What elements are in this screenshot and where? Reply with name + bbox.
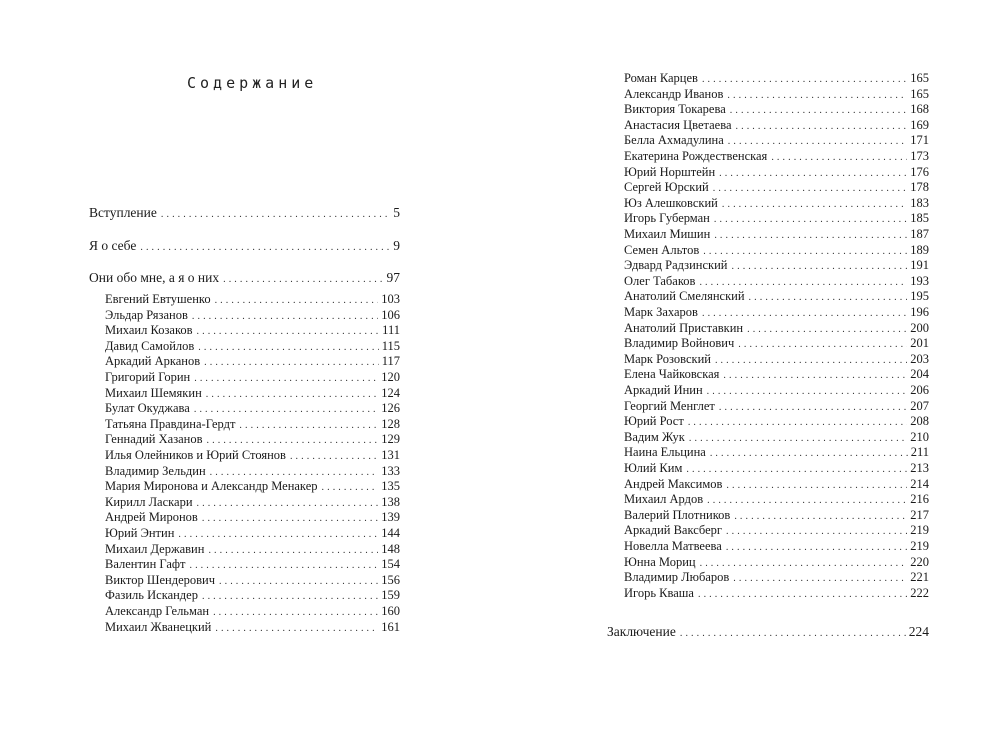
toc-entry-page-number: 189 bbox=[910, 242, 929, 257]
toc-entry bbox=[624, 102, 929, 118]
toc-entry-page-number: 210 bbox=[910, 429, 929, 444]
toc-entry bbox=[624, 87, 929, 103]
toc-entry bbox=[105, 323, 400, 339]
toc-entry-label: Наина Ельцина bbox=[624, 445, 706, 460]
toc-entry bbox=[624, 430, 929, 446]
toc-leader-dots bbox=[727, 88, 907, 103]
toc-entry bbox=[624, 196, 929, 212]
toc-entry bbox=[624, 367, 929, 383]
toc-entry-label: Михаил Мишин bbox=[624, 227, 711, 241]
toc-entry-page-number: 103 bbox=[381, 292, 400, 306]
toc-entry bbox=[624, 383, 929, 399]
toc-entry bbox=[624, 352, 929, 368]
toc-entry-label: Михаил Шемякин bbox=[105, 385, 202, 400]
toc-entry-page-number: 126 bbox=[381, 401, 400, 416]
toc-entry-page-number: 9 bbox=[393, 238, 400, 253]
toc-leader-dots bbox=[290, 449, 378, 464]
toc-entry-page-number: 135 bbox=[381, 479, 400, 494]
toc-leader-dots bbox=[728, 134, 908, 149]
toc-entry-label: Михаил Жванецкий bbox=[105, 619, 212, 634]
toc-entry-label: Аркадий Инин bbox=[624, 383, 703, 397]
toc-entry-label: Виктория Токарева bbox=[624, 102, 726, 117]
right-page bbox=[501, 0, 1001, 730]
toc-leader-dots bbox=[714, 228, 907, 243]
toc-entry bbox=[105, 339, 400, 355]
toc-entry-page-number: 148 bbox=[381, 541, 400, 556]
toc-entry-label: Александр Гельман bbox=[105, 604, 210, 618]
toc-entry-label: Олег Табаков bbox=[624, 273, 696, 288]
left-page bbox=[0, 0, 500, 730]
toc-entry-page-number: 201 bbox=[910, 336, 929, 351]
toc-entry bbox=[624, 71, 929, 87]
toc-entry-page-number: 214 bbox=[910, 476, 929, 491]
toc-entry bbox=[105, 292, 400, 308]
toc-entry bbox=[624, 445, 929, 461]
toc-entry bbox=[105, 479, 400, 495]
toc-entry bbox=[89, 205, 400, 222]
toc-entry-label: Юлий Ким bbox=[624, 461, 683, 475]
toc-leader-dots bbox=[710, 446, 908, 461]
toc-entry-page-number: 213 bbox=[910, 461, 929, 475]
toc-entry-page-number: 168 bbox=[910, 102, 929, 117]
toc-entry-label: Владимир Любаров bbox=[624, 570, 730, 585]
toc-entry-page-number: 220 bbox=[910, 554, 929, 569]
toc-entry-label: Владимир Войнович bbox=[624, 336, 735, 351]
toc-leader-dots bbox=[715, 353, 907, 368]
toc-entry bbox=[105, 464, 400, 480]
toc-entry-label: Роман Карцев bbox=[624, 71, 698, 85]
toc-entry-label: Марк Розовский bbox=[624, 351, 711, 366]
toc-leader-dots bbox=[219, 574, 378, 589]
toc-entry bbox=[105, 542, 400, 558]
toc-entry-page-number: 187 bbox=[910, 227, 929, 241]
toc-entry bbox=[105, 354, 400, 370]
toc-leader-dots bbox=[732, 259, 908, 274]
toc-leader-dots bbox=[736, 119, 908, 134]
toc-leader-dots bbox=[202, 589, 378, 604]
toc-entry-label: Аркадий Арканов bbox=[105, 354, 201, 369]
toc-entry-label: Татьяна Правдина-Гердт bbox=[105, 416, 236, 431]
toc-entry bbox=[624, 211, 929, 227]
toc-entry-page-number: 173 bbox=[910, 149, 929, 163]
toc-leader-dots bbox=[726, 524, 907, 539]
toc-entry-label: Юрий Норштейн bbox=[624, 164, 716, 179]
toc-entry bbox=[105, 557, 400, 573]
toc-leader-dots bbox=[738, 337, 907, 352]
toc-entry-page-number: 133 bbox=[381, 463, 400, 478]
toc-entry bbox=[624, 336, 929, 352]
toc-entry bbox=[624, 539, 929, 555]
toc-leader-dots bbox=[215, 621, 378, 636]
toc-leader-dots bbox=[723, 368, 907, 383]
toc-leader-dots bbox=[749, 290, 908, 305]
toc-leader-dots bbox=[702, 306, 907, 321]
toc-entry bbox=[624, 555, 929, 571]
toc-entry bbox=[624, 165, 929, 181]
toc-leader-dots bbox=[686, 462, 907, 477]
toc-entry-page-number: 165 bbox=[910, 71, 929, 85]
toc-leader-dots bbox=[210, 465, 379, 480]
toc-leader-dots bbox=[208, 543, 378, 558]
toc-leader-dots bbox=[699, 275, 907, 290]
toc-entry-label: Михаил Ардов bbox=[624, 492, 704, 507]
toc-entry bbox=[105, 308, 400, 324]
toc-leader-dots bbox=[223, 272, 383, 287]
toc-entry-page-number: 222 bbox=[910, 585, 929, 600]
toc-entry bbox=[624, 461, 929, 477]
toc-entry-page-number: 191 bbox=[910, 258, 929, 273]
toc-entry-label: Александр Иванов bbox=[624, 86, 724, 101]
toc-entry-page-number: 224 bbox=[908, 624, 929, 639]
toc-leader-dots bbox=[733, 571, 907, 586]
toc-leader-dots bbox=[178, 527, 378, 542]
toc-entry bbox=[624, 414, 929, 430]
toc-entry-page-number: 115 bbox=[381, 338, 400, 353]
toc-entry-label: Кирилл Ласкари bbox=[105, 494, 193, 509]
toc-entry bbox=[105, 588, 400, 604]
toc-entry bbox=[624, 274, 929, 290]
toc-leader-dots bbox=[707, 493, 907, 508]
toc-entry-page-number: 221 bbox=[910, 570, 929, 585]
toc-entry-label: Елена Чайковская bbox=[624, 367, 720, 382]
toc-entry-page-number: 138 bbox=[381, 494, 400, 509]
toc-entry bbox=[624, 180, 929, 196]
toc-leader-dots bbox=[680, 626, 906, 641]
toc-entry bbox=[624, 586, 929, 602]
toc-entry-page-number: 219 bbox=[910, 523, 929, 538]
toc-entry-label: Аркадий Ваксберг bbox=[624, 523, 723, 538]
toc-entry bbox=[105, 526, 400, 542]
toc-entry-label: Фазиль Искандер bbox=[105, 588, 198, 603]
toc-entry-label: Виктор Шендерович bbox=[105, 572, 215, 587]
toc-entry-page-number: 196 bbox=[910, 305, 929, 319]
toc-entry-page-number: 217 bbox=[910, 507, 929, 522]
toc-leader-dots bbox=[197, 496, 379, 511]
toc-leader-dots bbox=[192, 309, 378, 324]
toc-entry bbox=[624, 523, 929, 539]
toc-entry-page-number: 211 bbox=[910, 445, 929, 460]
toc-entry bbox=[105, 573, 400, 589]
toc-entry-label: Валентин Гафт bbox=[105, 557, 186, 572]
toc-entry-label: Белла Ахмадулина bbox=[624, 133, 724, 148]
toc-entry bbox=[105, 448, 400, 464]
toc-entry-page-number: 208 bbox=[910, 414, 929, 429]
toc-entry-page-number: 169 bbox=[910, 117, 929, 132]
toc-entry-label: Анастасия Цветаева bbox=[624, 117, 732, 132]
toc-entry-page-number: 195 bbox=[910, 289, 929, 304]
toc-leader-dots bbox=[707, 384, 908, 399]
toc-leader-dots bbox=[215, 293, 379, 308]
toc-leader-dots bbox=[194, 402, 378, 417]
toc-entry bbox=[89, 270, 400, 287]
toc-entry-page-number: 97 bbox=[386, 270, 400, 285]
toc-entry-label: Юрий Энтин bbox=[105, 526, 175, 540]
toc-entry bbox=[624, 149, 929, 165]
toc-entry-label: Анатолий Смелянский bbox=[624, 289, 745, 304]
toc-leader-dots bbox=[719, 400, 907, 415]
toc-entry bbox=[624, 477, 929, 493]
toc-entry-label: Игорь Кваша bbox=[624, 585, 694, 600]
toc-entry bbox=[105, 417, 400, 433]
toc-entry-page-number: 165 bbox=[910, 86, 929, 101]
toc-entry-page-number: 176 bbox=[910, 164, 929, 179]
toc-entry-label: Евгений Евтушенко bbox=[105, 292, 211, 306]
toc-leader-dots bbox=[726, 478, 907, 493]
toc-entry bbox=[624, 570, 929, 586]
toc-entry-label: Я о себе bbox=[89, 238, 137, 253]
toc-leader-dots bbox=[688, 415, 907, 430]
toc-title: Содержание bbox=[187, 74, 318, 92]
toc-entry-page-number: 128 bbox=[381, 416, 400, 431]
toc-entry bbox=[624, 492, 929, 508]
toc-entry-page-number: 144 bbox=[381, 526, 400, 540]
toc-entry-page-number: 106 bbox=[381, 307, 400, 322]
toc-entry bbox=[624, 243, 929, 259]
toc-entry-page-number: 200 bbox=[910, 320, 929, 335]
toc-entry-label: Юз Алешковский bbox=[624, 195, 718, 210]
toc-entry-label: Анатолий Приставкин bbox=[624, 320, 744, 335]
toc-entry-label: Юрий Рост bbox=[624, 414, 684, 429]
toc-entry bbox=[624, 133, 929, 149]
toc-leader-dots bbox=[140, 240, 390, 255]
toc-leader-dots bbox=[713, 181, 908, 196]
toc-entry-label: Новелла Матвеева bbox=[624, 539, 722, 553]
toc-entry-page-number: 185 bbox=[910, 211, 929, 226]
toc-entry bbox=[624, 258, 929, 274]
toc-entry-page-number: 156 bbox=[381, 572, 400, 587]
toc-entry-label: Андрей Миронов bbox=[105, 510, 198, 525]
toc-entry-page-number: 159 bbox=[381, 588, 400, 603]
toc-leader-dots bbox=[207, 433, 379, 448]
toc-leader-dots bbox=[698, 587, 907, 602]
toc-entry bbox=[105, 386, 400, 402]
toc-entry bbox=[624, 399, 929, 415]
toc-entry-page-number: 160 bbox=[381, 604, 400, 618]
toc-entry-page-number: 204 bbox=[910, 367, 929, 382]
toc-leader-dots bbox=[239, 418, 378, 433]
toc-entry-label: Михаил Козаков bbox=[105, 323, 193, 338]
toc-leader-dots bbox=[213, 605, 378, 620]
toc-leader-dots bbox=[689, 431, 907, 446]
toc-entry bbox=[105, 495, 400, 511]
toc-entry-label: Екатерина Рождественская bbox=[624, 149, 768, 163]
toc-leader-dots bbox=[161, 207, 390, 222]
toc-leader-dots bbox=[703, 244, 907, 259]
toc-entry bbox=[105, 604, 400, 620]
toc-entry-page-number: 171 bbox=[910, 133, 929, 148]
toc-entry-label: Марк Захаров bbox=[624, 305, 698, 319]
toc-entry-label: Вступление bbox=[89, 205, 157, 220]
toc-entry bbox=[624, 321, 929, 337]
toc-leader-dots bbox=[719, 166, 907, 181]
toc-leader-dots bbox=[726, 540, 907, 555]
toc-leader-dots bbox=[189, 558, 378, 573]
toc-entry-label: Владимир Зельдин bbox=[105, 463, 206, 478]
toc-entry bbox=[624, 118, 929, 134]
toc-entry-page-number: 129 bbox=[381, 432, 400, 447]
toc-entry-page-number: 161 bbox=[381, 619, 400, 634]
toc-entry bbox=[105, 401, 400, 417]
toc-leader-dots bbox=[702, 72, 907, 87]
toc-entry-label: Эдвард Радзинский bbox=[624, 258, 728, 273]
toc-entry bbox=[105, 432, 400, 448]
toc-entry-page-number: 139 bbox=[381, 510, 400, 525]
toc-entry bbox=[105, 620, 400, 636]
toc-entry-page-number: 178 bbox=[910, 180, 929, 195]
toc-entry-page-number: 117 bbox=[381, 354, 400, 369]
toc-entry-page-number: 203 bbox=[910, 351, 929, 366]
toc-entry-page-number: 216 bbox=[910, 492, 929, 507]
toc-leader-dots bbox=[198, 340, 378, 355]
toc-entry-label: Геннадий Хазанов bbox=[105, 432, 203, 447]
toc-entry-page-number: 111 bbox=[382, 323, 400, 338]
toc-entry bbox=[105, 370, 400, 386]
toc-entry-page-number: 5 bbox=[393, 205, 400, 220]
toc-leader-dots bbox=[206, 387, 378, 402]
toc-entry-label: Андрей Максимов bbox=[624, 476, 723, 491]
toc-entry-page-number: 193 bbox=[910, 273, 929, 288]
toc-entry-page-number: 206 bbox=[910, 383, 929, 397]
toc-entry-label: Валерий Плотников bbox=[624, 507, 731, 522]
toc-leader-dots bbox=[714, 212, 907, 227]
toc-leader-dots bbox=[194, 371, 378, 386]
toc-entry bbox=[89, 238, 400, 255]
toc-entry-label: Илья Олейников и Юрий Стоянов bbox=[105, 448, 286, 462]
toc-entry-page-number: 124 bbox=[381, 385, 400, 400]
toc-entry-label: Заключение bbox=[607, 624, 676, 639]
toc-leader-dots bbox=[771, 150, 907, 165]
toc-entry-label: Георгий Менглет bbox=[624, 398, 715, 413]
toc-leader-dots bbox=[322, 480, 379, 495]
toc-leader-dots bbox=[202, 511, 378, 526]
toc-leader-dots bbox=[197, 324, 380, 339]
toc-leader-dots bbox=[204, 355, 379, 370]
toc-entry-page-number: 219 bbox=[910, 539, 929, 553]
toc-entry-page-number: 154 bbox=[381, 557, 400, 572]
toc-entry-page-number: 131 bbox=[381, 448, 400, 462]
toc-entry-page-number: 183 bbox=[910, 195, 929, 210]
toc-entry bbox=[624, 289, 929, 305]
toc-leader-dots bbox=[734, 509, 907, 524]
toc-entry-label: Юнна Мориц bbox=[624, 554, 696, 569]
toc-entry-label: Эльдар Рязанов bbox=[105, 307, 188, 322]
toc-entry bbox=[624, 227, 929, 243]
toc-entry bbox=[624, 508, 929, 524]
toc-entry bbox=[105, 510, 400, 526]
toc-entry-page-number: 120 bbox=[381, 370, 400, 384]
toc-entry-label: Михаил Державин bbox=[105, 541, 205, 556]
toc-leader-dots bbox=[730, 103, 907, 118]
toc-leader-dots bbox=[700, 556, 908, 571]
toc-entry-label: Игорь Губерман bbox=[624, 211, 710, 226]
toc-entry-label: Они обо мне, а я о них bbox=[89, 270, 220, 285]
toc-entry-label: Вадим Жук bbox=[624, 429, 685, 444]
toc-leader-dots bbox=[747, 322, 907, 337]
toc-entry-label: Сергей Юрский bbox=[624, 180, 709, 195]
toc-entry-label: Григорий Горин bbox=[105, 370, 191, 384]
toc-entry-label: Давид Самойлов bbox=[105, 338, 195, 353]
toc-entry-label: Мария Миронова и Александр Менакер bbox=[105, 479, 318, 494]
toc-entry-label: Булат Окуджава bbox=[105, 401, 190, 416]
toc-entry bbox=[607, 624, 929, 641]
toc-entry-page-number: 207 bbox=[910, 398, 929, 413]
toc-entry bbox=[624, 305, 929, 321]
toc-leader-dots bbox=[722, 197, 907, 212]
toc-entry-label: Семен Альтов bbox=[624, 242, 700, 257]
